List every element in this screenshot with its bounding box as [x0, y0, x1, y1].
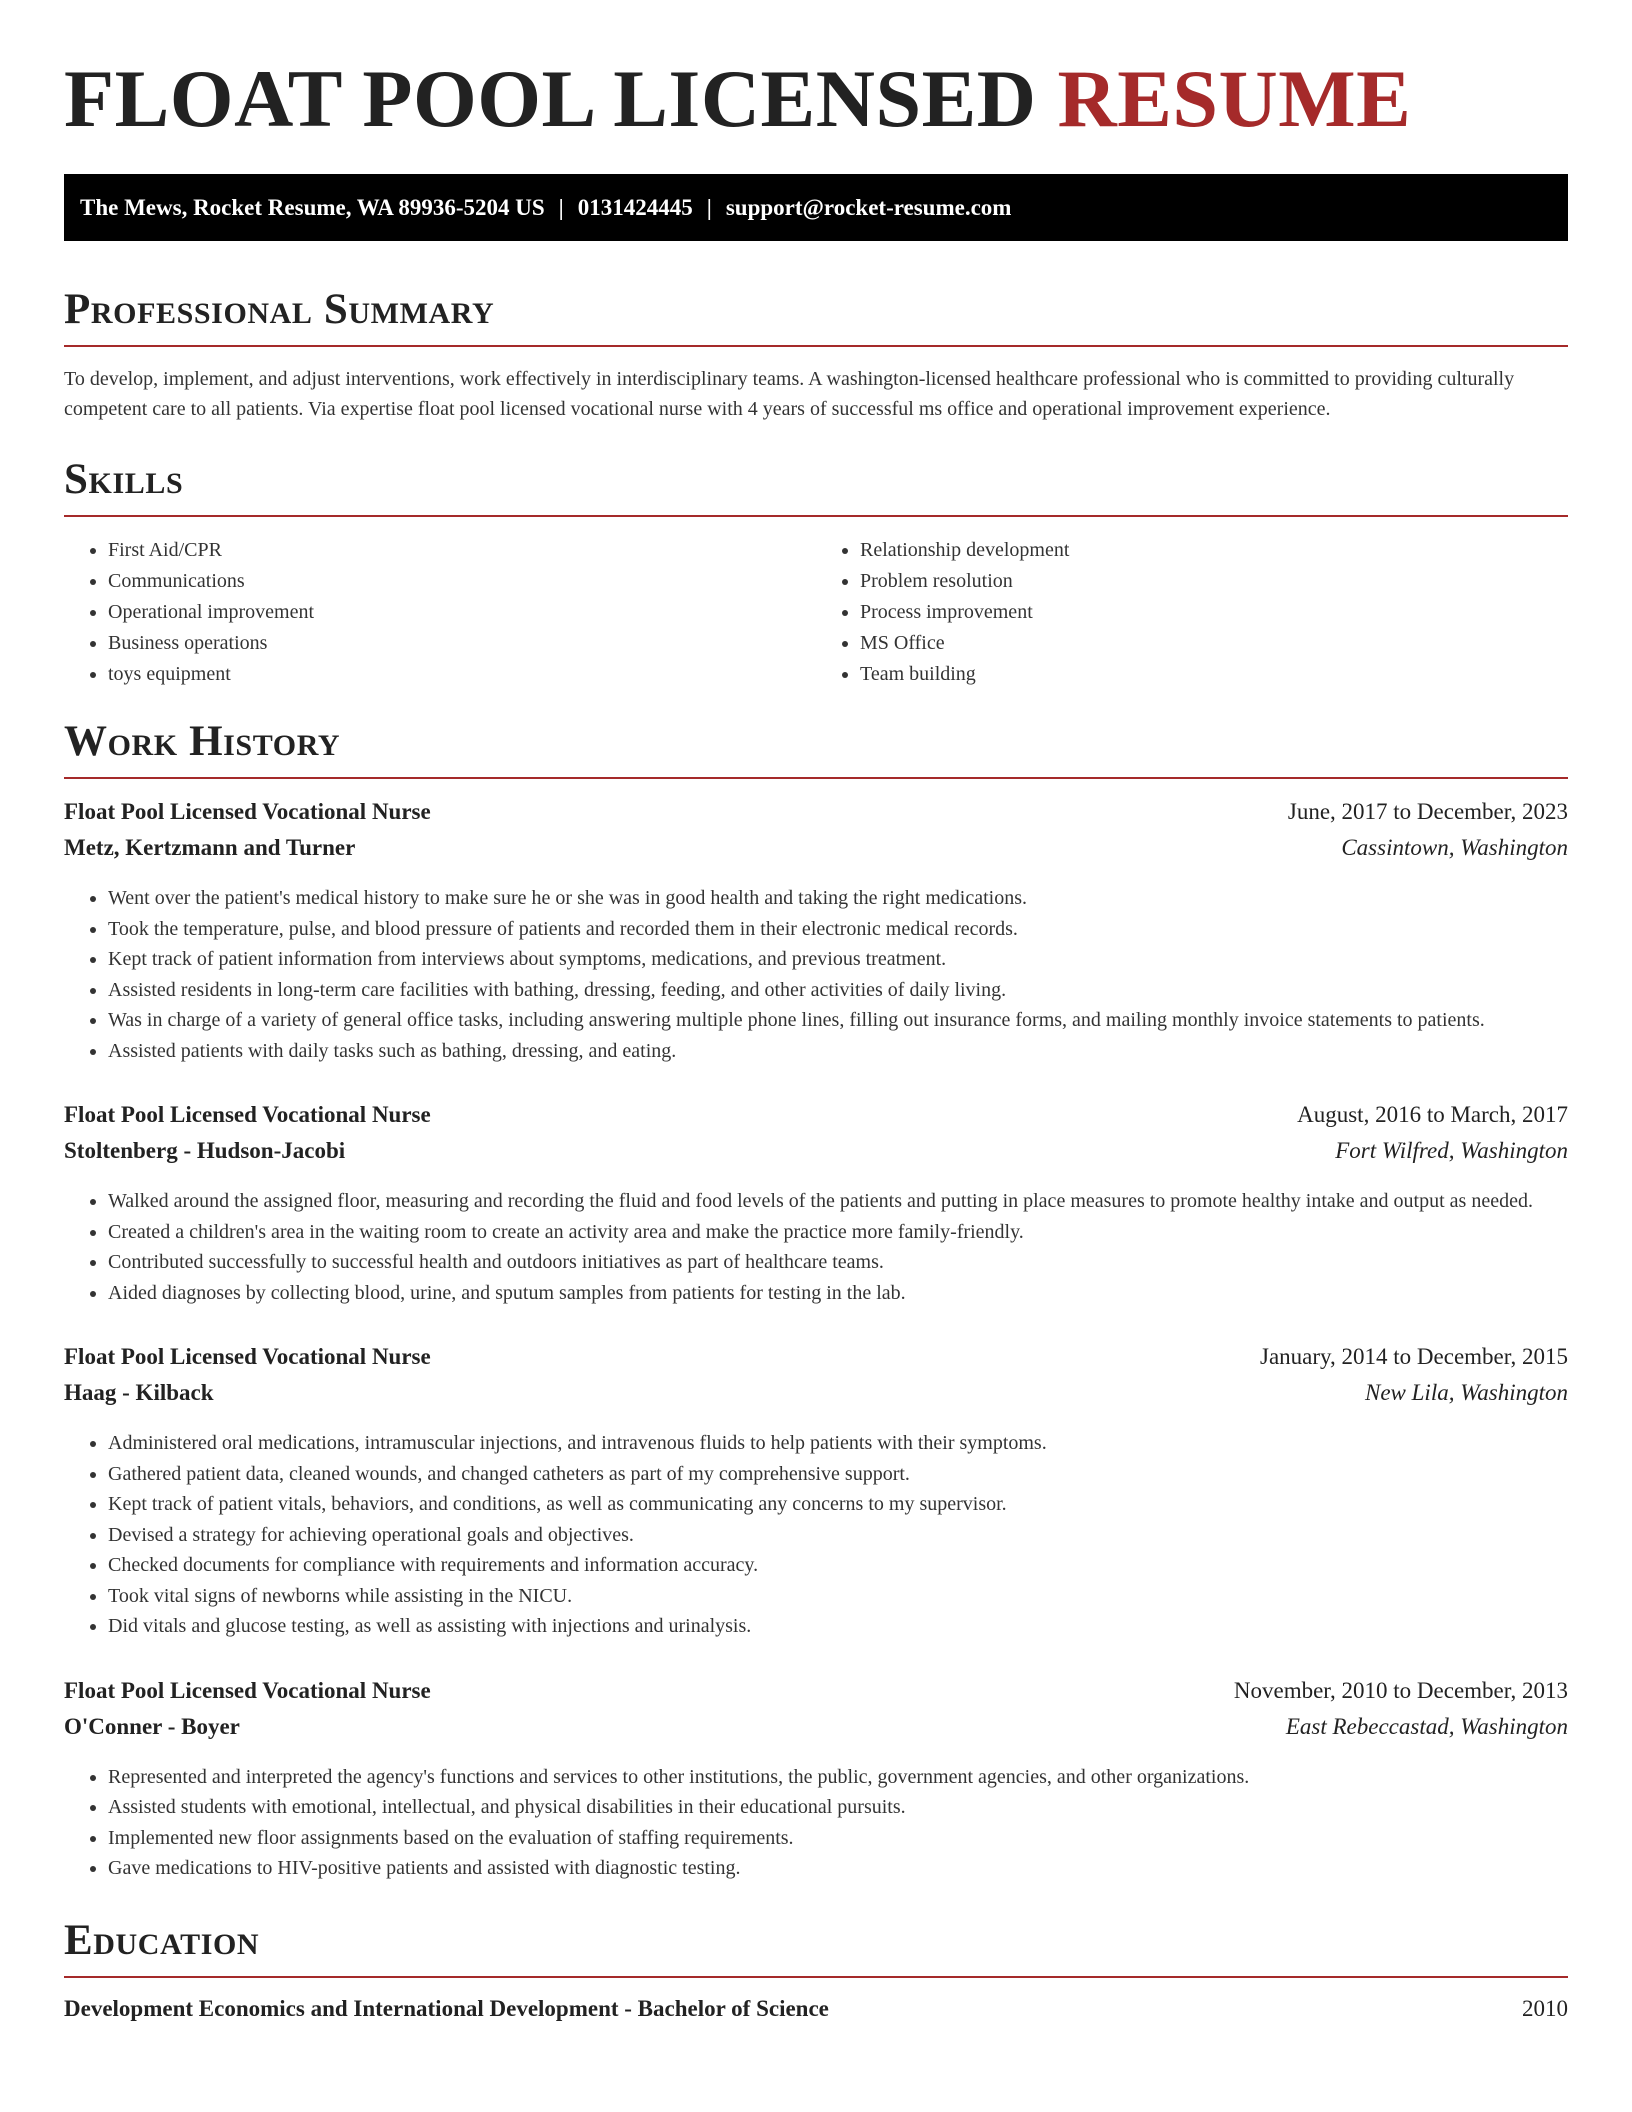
- skills-list-left: [64, 535, 816, 690]
- job-company-row: [64, 1714, 1568, 1750]
- resume-title: [64, 0, 1568, 144]
- contact-email: support@rocket-resume.com: [725, 194, 1012, 220]
- job-dates: January, 2014 to December, 2015: [1260, 1344, 1568, 1369]
- job-company: Haag - Kilback: [64, 1380, 214, 1405]
- job-location: New Lila, Washington: [1365, 1380, 1568, 1405]
- job-dates: August, 2016 to March, 2017: [1297, 1102, 1568, 1127]
- job-entry: [64, 1344, 1568, 1642]
- summary-text: To develop, implement, and adjust interventions, work effectively in interdisciplinary teams. A washington-licensed healthcare professional who is committed to providing culturally competent care to all patients. Via expertise float pool licensed vocational nurse with 4 years of successful ms office and operational improvement experience.: [64, 368, 1515, 420]
- job-location: East Rebeccastad, Washington: [1285, 1713, 1568, 1739]
- skill-item: • Process improvement: [860, 597, 1568, 628]
- job-bullet: • Gathered patient data, cleaned wounds, and changed catheters as part of my comprehensive support.: [108, 1459, 1568, 1490]
- job-title: Float Pool Licensed Vocational Nurse: [64, 1344, 431, 1369]
- job-title: Float Pool Licensed Vocational Nurse: [64, 1102, 431, 1127]
- job-bullet: • Administered oral medications, intramuscular injections, and intravenous fluids to help patients with their symptoms.: [108, 1428, 1568, 1459]
- summary-heading: Professional Summary: [64, 286, 495, 333]
- job-bullet: • Did vitals and glucose testing, as well as assisting with injections and urinalysis.: [108, 1611, 1568, 1642]
- job-bullet: • Gave medications to HIV-positive patients and assisted with diagnostic testing.: [108, 1853, 1568, 1884]
- job-entry: [64, 799, 1568, 1066]
- job-entry: [64, 1102, 1568, 1308]
- job-bullet: • Aided diagnoses by collecting blood, urine, and sputum samples from patients for testing in the lab.: [108, 1278, 1568, 1309]
- job-bullet-list: [64, 1186, 1568, 1308]
- job-company: Stoltenberg - Hudson-Jacobi: [64, 1138, 346, 1163]
- job-bullet-list: [64, 1428, 1568, 1642]
- skill-item: • Business operations: [108, 628, 816, 659]
- skill-item: • First Aid/CPR: [108, 535, 816, 566]
- job-company-row: [64, 835, 1568, 871]
- job-header-row: [64, 1344, 1568, 1380]
- job-bullet: • Went over the patient's medical history to make sure he or she was in good health and taking the right medications.: [108, 883, 1568, 914]
- education-heading: Education: [64, 1916, 260, 1964]
- summary-section: [64, 288, 1568, 424]
- title-accent: RESUME: [1057, 53, 1412, 144]
- skill-item: • Problem resolution: [860, 566, 1568, 597]
- work-history-section: [64, 720, 1568, 1884]
- skills-section: [64, 458, 1568, 690]
- skills-grid: [64, 535, 1568, 690]
- skill-item: • Communications: [108, 566, 816, 597]
- job-bullet: • Devised a strategy for achieving operational goals and objectives.: [108, 1520, 1568, 1551]
- skill-item: • Team building: [860, 659, 1568, 690]
- job-bullet: • Contributed successfully to successful health and outdoors initiatives as part of healthcare teams.: [108, 1247, 1568, 1278]
- job-bullet: • Was in charge of a variety of general office tasks, including answering multiple phone lines, filling out insurance forms, and mailing monthly invoice statements to patients.: [108, 1005, 1568, 1036]
- contact-separator: |: [558, 194, 564, 220]
- education-year: 2010: [1522, 1995, 1568, 2021]
- job-bullet: • Implemented new floor assignments based on the evaluation of staffing requirements.: [108, 1823, 1568, 1854]
- section-divider: [64, 345, 1568, 347]
- job-bullet-list: [64, 1762, 1568, 1884]
- job-bullet: • Kept track of patient information from interviews about symptoms, medications, and previous treatment.: [108, 944, 1568, 975]
- skills-heading: Skills: [64, 456, 184, 503]
- job-bullet: • Took the temperature, pulse, and blood pressure of patients and recorded them in their electronic medical records.: [108, 914, 1568, 945]
- job-bullet: • Took vital signs of newborns while assisting in the NICU.: [108, 1581, 1568, 1612]
- job-title: Float Pool Licensed Vocational Nurse: [64, 799, 431, 824]
- job-header-row: [64, 1678, 1568, 1714]
- job-entry: [64, 1678, 1568, 1884]
- education-entry: [64, 1996, 1568, 2022]
- job-bullet-list: [64, 883, 1568, 1066]
- skill-item: • Operational improvement: [108, 597, 816, 628]
- job-header-row: [64, 1102, 1568, 1138]
- job-company: O'Conner - Boyer: [64, 1713, 240, 1739]
- skill-item: • toys equipment: [108, 659, 816, 690]
- job-company-row: [64, 1380, 1568, 1416]
- skill-item: • MS Office: [860, 628, 1568, 659]
- contact-address: The Mews, Rocket Resume, WA 89936-5204 US: [80, 194, 545, 220]
- contact-bar: [64, 174, 1568, 241]
- job-header-row: [64, 799, 1568, 835]
- skills-list-right: [816, 535, 1568, 690]
- job-location: Fort Wilfred, Washington: [1335, 1138, 1568, 1163]
- job-company: Metz, Kertzmann and Turner: [64, 835, 356, 860]
- work-history-heading: Work History: [64, 718, 341, 765]
- job-dates: June, 2017 to December, 2023: [1287, 799, 1568, 824]
- contact-separator: |: [706, 194, 712, 220]
- section-divider: [64, 515, 1568, 517]
- education-section: [64, 1916, 1568, 2022]
- job-company-row: [64, 1138, 1568, 1174]
- job-bullet: • Assisted residents in long-term care facilities with bathing, dressing, feeding, and other activities of daily living.: [108, 975, 1568, 1006]
- job-dates: November, 2010 to December, 2013: [1233, 1677, 1568, 1703]
- contact-phone: 0131424445: [577, 194, 693, 220]
- job-bullet: • Represented and interpreted the agency's functions and services to other institutions, the public, government agencies, and other organizations.: [108, 1762, 1568, 1793]
- job-bullet: • Kept track of patient vitals, behaviors, and conditions, as well as communicating any concerns to my supervisor.: [108, 1489, 1568, 1520]
- job-title: Float Pool Licensed Vocational Nurse: [64, 1677, 431, 1703]
- skill-item: • Relationship development: [860, 535, 1568, 566]
- title-main: FLOAT POOL LICENSED: [64, 53, 1037, 144]
- job-bullet: • Created a children's area in the waiting room to create an activity area and make the practice more family-friendly.: [108, 1217, 1568, 1248]
- section-divider: [64, 1976, 1568, 1978]
- job-bullet: • Assisted students with emotional, intellectual, and physical disabilities in their educational pursuits.: [108, 1792, 1568, 1823]
- job-bullet: • Checked documents for compliance with requirements and information accuracy.: [108, 1550, 1568, 1581]
- job-bullet: • Assisted patients with daily tasks such as bathing, dressing, and eating.: [108, 1036, 1568, 1067]
- job-bullet: • Walked around the assigned floor, measuring and recording the fluid and food levels of the patients and putting in place measures to promote healthy intake and output as needed.: [108, 1186, 1568, 1217]
- job-location: Cassintown, Washington: [1341, 835, 1568, 860]
- education-degree: Development Economics and International Development - Bachelor of Science: [64, 1995, 829, 2021]
- section-divider: [64, 777, 1568, 779]
